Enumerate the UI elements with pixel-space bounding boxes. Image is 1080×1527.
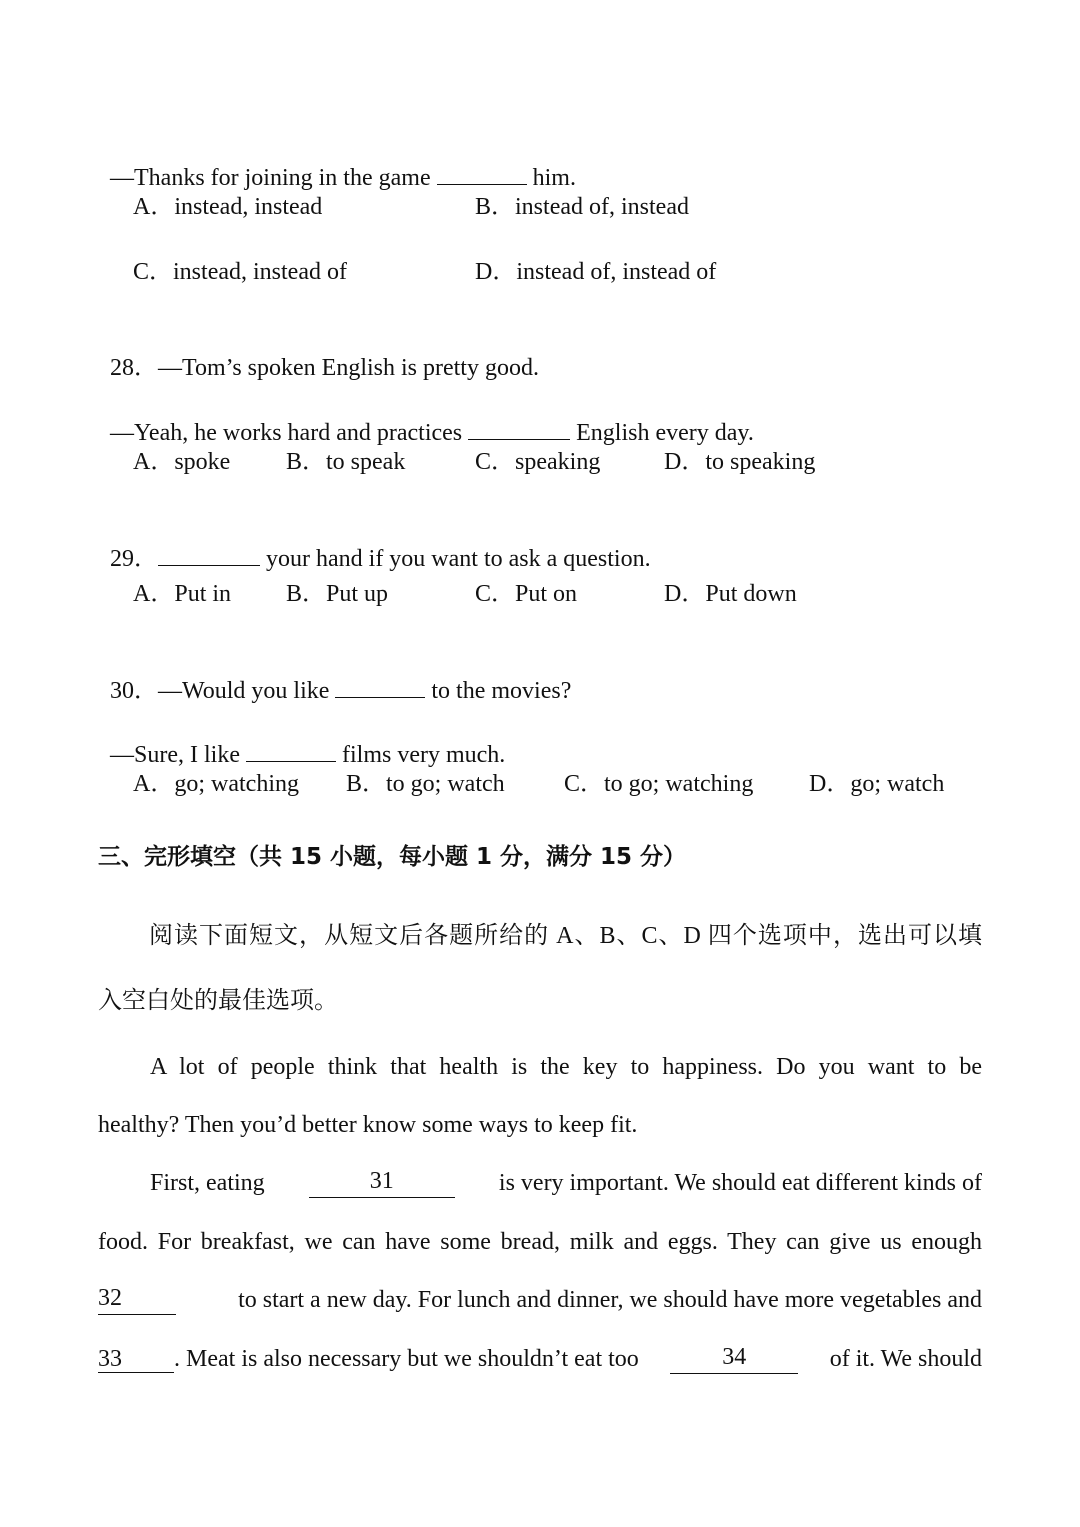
option-label: D． [664, 581, 706, 607]
option-label: A． [133, 449, 175, 475]
option-text: go; watch [850, 771, 945, 797]
passage-p1-line2: healthy? Then you’d better know some ways to keep fit. [98, 1112, 638, 1138]
option-text: speaking [515, 449, 601, 475]
q28-answer-post: English every day. [570, 420, 754, 446]
q30-line2-post: films very much. [335, 742, 506, 768]
q28-question-line [98, 323, 539, 383]
option-label: C． [564, 771, 605, 797]
q30-number: 30． [110, 678, 158, 704]
option-text: to go; watching [604, 771, 754, 797]
section-instruction-line1: 阅读下面短文，从短文后各题所给的 A、B、C、D 四个选项中，选出可以填 [149, 923, 982, 949]
q29-option-b [286, 579, 388, 609]
option-text: go; watching [174, 771, 299, 797]
q28-answer-pre: —Yeah, he works hard and practices [110, 420, 469, 446]
section-heading: 三、完形填空（共 15 小题，每小题 1 分，满分 15 分） [98, 844, 687, 870]
q30-line1-post: to the movies? [425, 678, 572, 704]
passage-p2-line4-left [98, 1344, 639, 1374]
q27-option-a [133, 192, 322, 222]
option-text: instead, instead [174, 194, 323, 220]
passage-p2-line1 [150, 1168, 982, 1198]
q30-line1-pre: —Would you like [158, 678, 336, 704]
option-label: B． [475, 194, 516, 220]
q30-blank-1 [335, 675, 425, 698]
q30-option-c [564, 769, 753, 799]
q28-option-d [664, 447, 815, 477]
passage-p2-line3-post: to start a new day. For lunch and dinner, we should have more vegetables and [238, 1287, 982, 1313]
blank-34: 34 [670, 1344, 798, 1374]
q30-answer-line [98, 709, 505, 770]
passage-p2-line2: food. For breakfast, we can have some bread, milk and eggs. They can give us enough [98, 1229, 982, 1255]
option-text: to speaking [705, 449, 816, 475]
passage-p2-line4 [98, 1344, 982, 1374]
option-text: Put in [174, 581, 232, 607]
q30-option-b [346, 769, 505, 799]
option-label: D． [664, 449, 706, 475]
q27-blank [437, 162, 527, 185]
option-text: Put up [326, 581, 389, 607]
option-label: D． [809, 771, 851, 797]
option-label: B． [286, 449, 327, 475]
q30-line2-pre: —Sure, I like [110, 742, 246, 768]
q27-option-b [475, 192, 689, 222]
option-text: spoke [174, 449, 231, 475]
blank-33: 33 [98, 1346, 174, 1373]
q28-line1: —Tom’s spoken English is pretty good. [158, 355, 539, 381]
option-text: instead of, instead of [516, 259, 717, 285]
q30-option-a [133, 769, 299, 799]
q29-option-a [133, 579, 231, 609]
q27-option-d [475, 257, 716, 287]
option-text: to go; watch [386, 771, 505, 797]
option-text: Put on [515, 581, 578, 607]
option-label: A． [133, 194, 175, 220]
passage-p2-line4-post: of it. We should [829, 1346, 982, 1372]
q30-option-d [809, 769, 944, 799]
option-label: D． [475, 259, 517, 285]
section-instruction-line2: 入空白处的最佳选项。 [98, 988, 338, 1014]
q29-line1-post: your hand if you want to ask a question. [260, 546, 651, 572]
option-label: C． [475, 449, 516, 475]
option-text: instead of, instead [515, 194, 689, 220]
option-label: C． [133, 259, 174, 285]
option-label: A． [133, 771, 175, 797]
q28-option-b [286, 447, 405, 477]
q28-blank [468, 417, 570, 440]
q29-number: 29． [110, 546, 158, 572]
passage-p2-line1-pre: First, eating [150, 1170, 265, 1196]
passage-p2-line4-mid: . Meat is also necessary but we shouldn’t eat too [174, 1346, 639, 1372]
q27-answer-post: him. [526, 165, 576, 191]
blank-32: 32 [98, 1285, 176, 1315]
q30-question-line [98, 645, 571, 706]
option-label: A． [133, 581, 175, 607]
q29-blank [158, 543, 260, 566]
option-text: to speak [326, 449, 406, 475]
q28-answer-line [98, 387, 754, 448]
option-label: B． [346, 771, 387, 797]
option-label: C． [475, 581, 516, 607]
passage-p2-line1-post: is very important. We should eat different kinds of [498, 1170, 982, 1196]
passage-p1-line1: A lot of people think that health is the key to happiness. Do you want to be [150, 1054, 982, 1080]
q30-blank-2 [246, 739, 336, 762]
option-text: instead, instead of [173, 259, 347, 285]
passage-p2-line3 [98, 1285, 982, 1315]
q28-number: 28． [110, 355, 158, 381]
q27-answer-pre: —Thanks for joining in the game [110, 165, 437, 191]
q29-option-c [475, 579, 577, 609]
q28-option-a [133, 447, 230, 477]
q29-option-d [664, 579, 797, 609]
blank-31: 31 [309, 1168, 455, 1198]
option-text: Put down [705, 581, 797, 607]
option-label: B． [286, 581, 327, 607]
q28-option-c [475, 447, 600, 477]
q29-question-line [98, 513, 651, 574]
q27-answer-line [98, 132, 576, 193]
q27-option-c [133, 257, 347, 287]
